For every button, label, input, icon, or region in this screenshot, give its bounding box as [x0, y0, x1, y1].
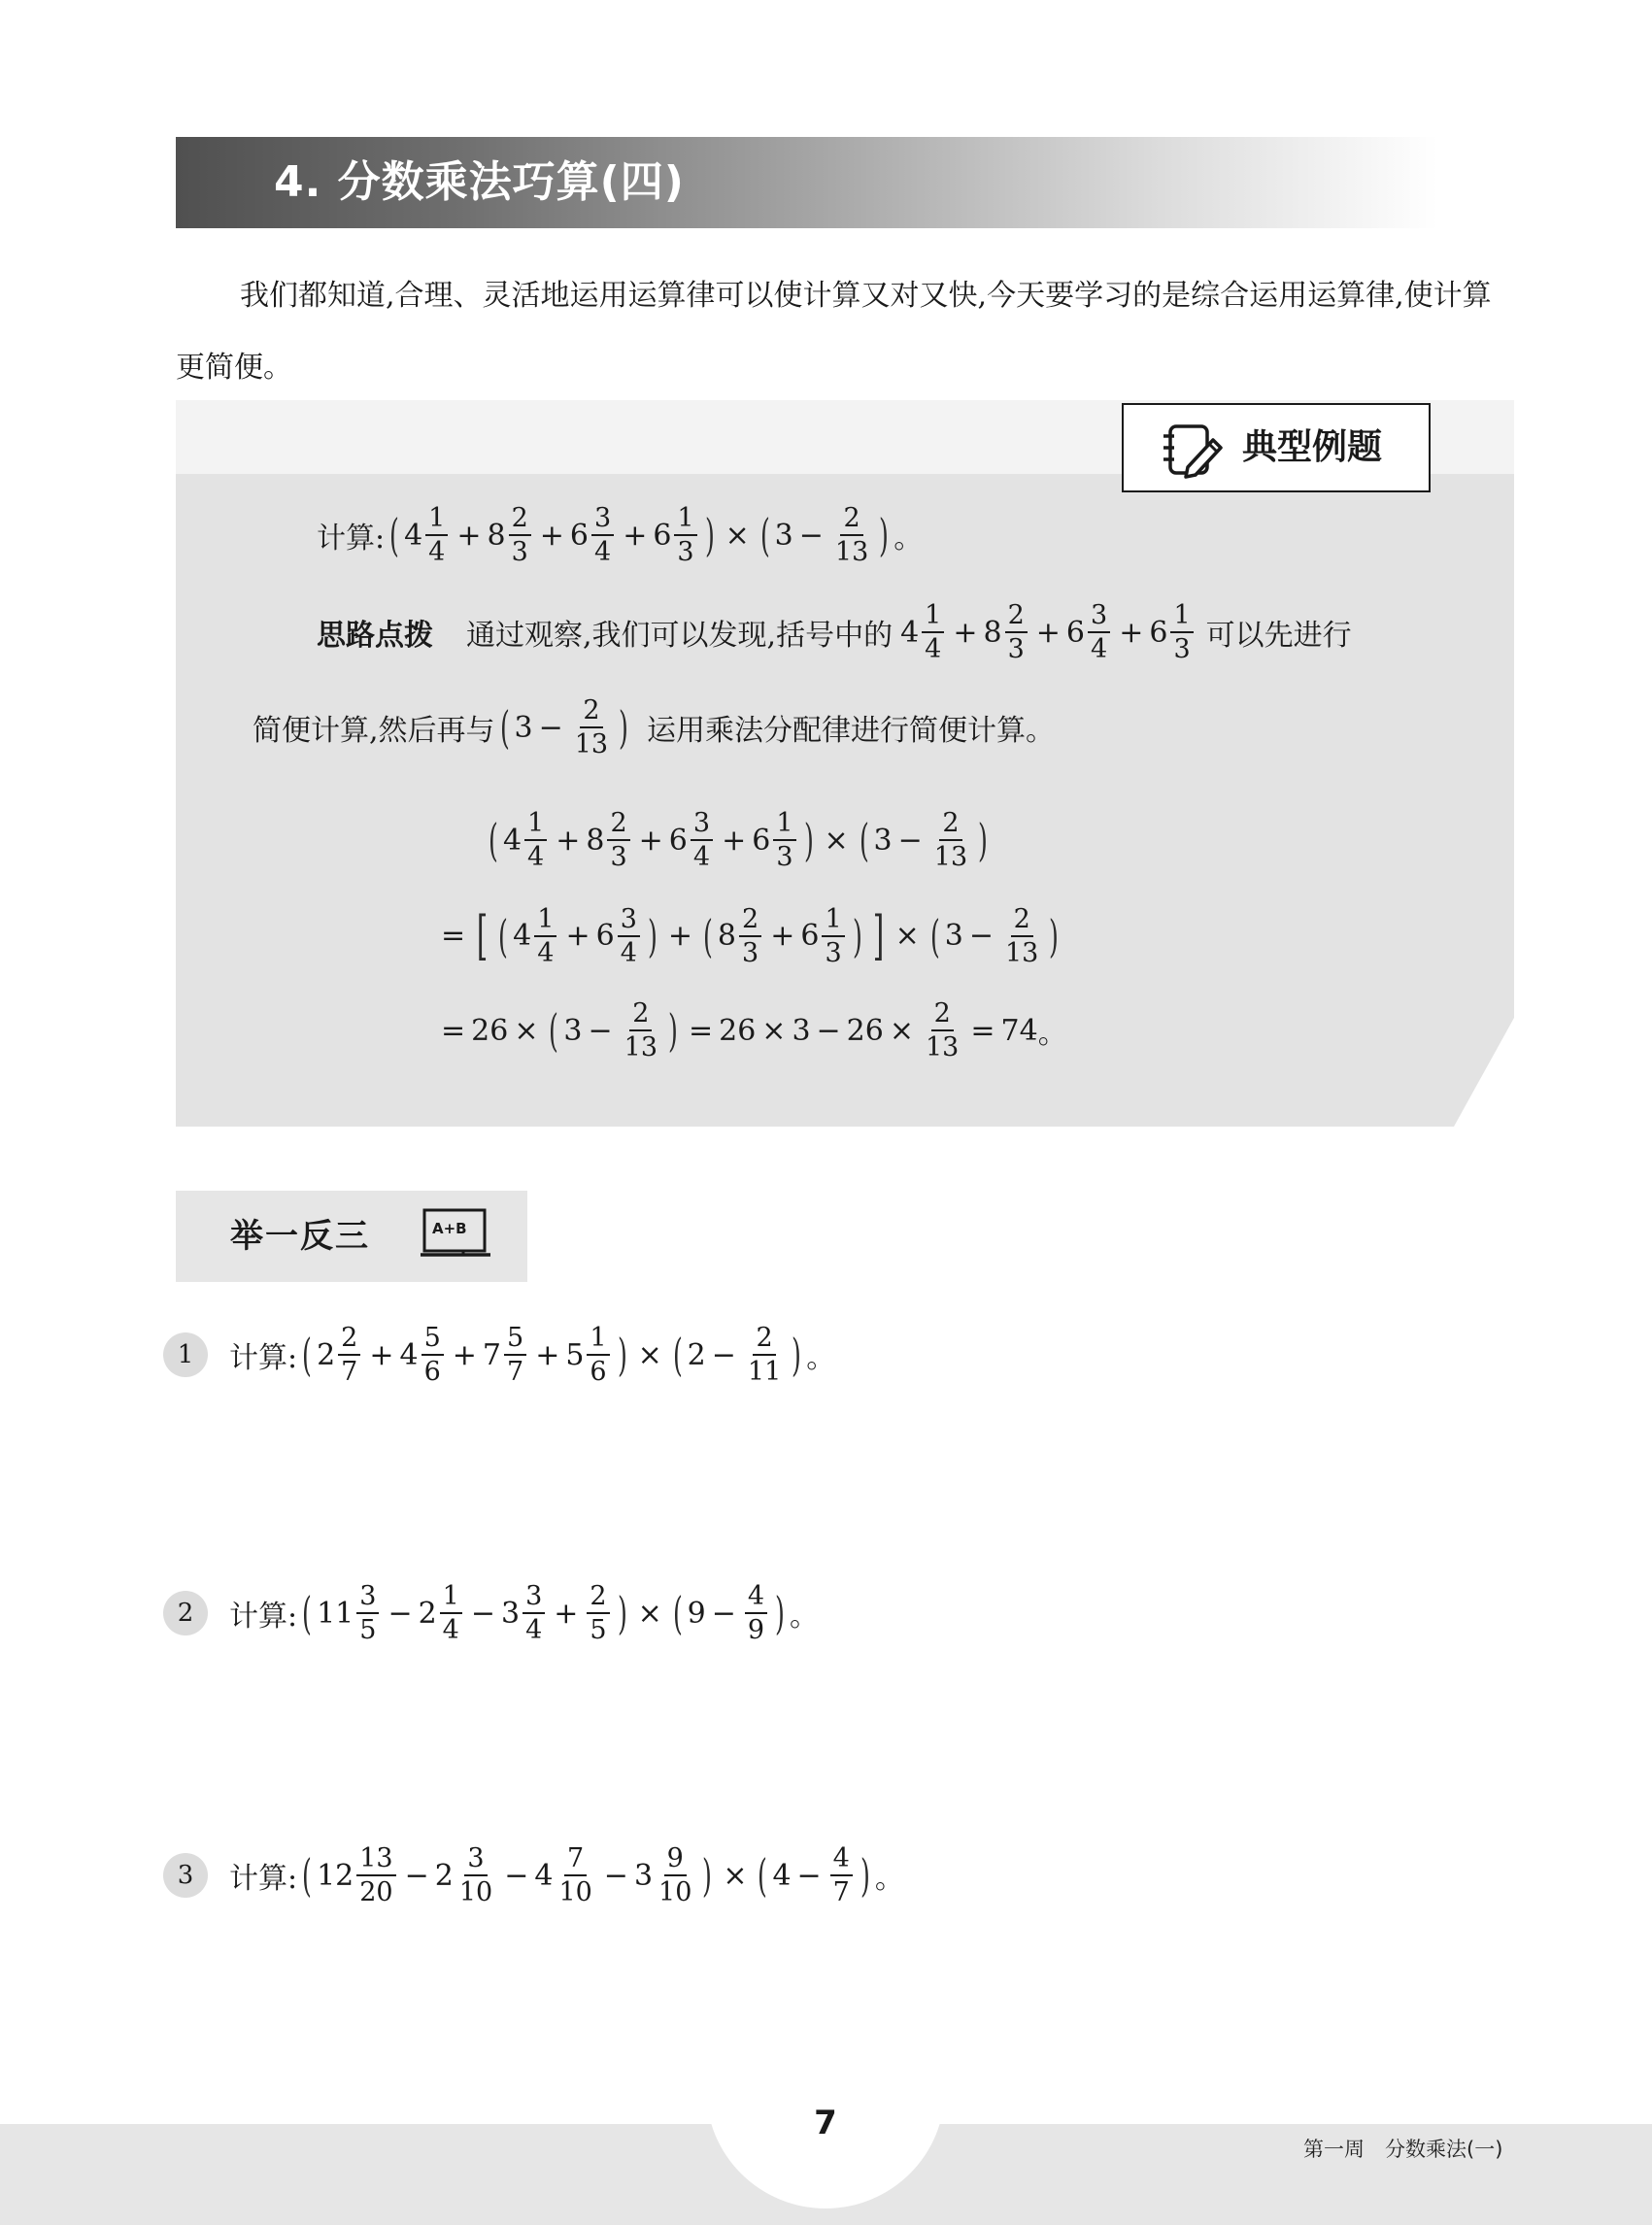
svg-text:A+B: A+B — [432, 1220, 467, 1237]
hint-text-1: 通过观察,我们可以发现,括号中的 — [466, 619, 893, 653]
hint-text-3: 简便计算,然后再与 — [253, 714, 495, 748]
question-number: 3 — [163, 1853, 208, 1898]
calc-label: 计算: — [317, 522, 386, 556]
hint-line-1: 思路点拨 通过观察,我们可以发现,括号中的 4 $\frac{1}{4}$ + 8 $\frac{2}{3}$ + 6 $\frac{3}{4}$ + 6 $\frac{1}{3}$ 可以先进行 — [317, 600, 1352, 664]
example-problem: 计算: ( 4 $\frac{1}{4}$ + 8 $\frac{2}{3}$ + 6 $\frac{3}{4}$ + 6 $\frac{1}{3}$ ) × ( 3 − $\frac{2}{13}$ ) 。 — [317, 503, 924, 567]
footer-section-title: 第一周 分数乘法(一) — [1303, 2138, 1503, 2161]
example-tag-label: 典型例题 — [1242, 427, 1383, 467]
solution-line-3: = 26 × ( 3 − $\frac{2}{13}$ ) = 26 × 3 − 26 × $\frac{2}{13}$ = 74 。 — [441, 998, 1067, 1062]
intro-paragraph: 我们都知道,合理、灵活地运用运算律可以使计算又对又快,今天要学习的是综合运用运算律,使计算更简便。 — [176, 279, 1492, 385]
example-tag — [1122, 403, 1431, 492]
hint-label: 思路点拨 — [317, 619, 433, 653]
notebook-pencil-icon — [1161, 419, 1223, 481]
hint-text-2: 可以先进行 — [1205, 619, 1352, 653]
hint-text-4: 运用乘法分配律进行简便计算。 — [647, 714, 1056, 748]
question-number: 2 — [163, 1591, 208, 1635]
page-number: 7 — [814, 2104, 837, 2142]
hint-line-2: 简便计算,然后再与 ( 3 − $\frac{2}{13}$ ) 运用乘法分配律进行简便计算。 — [253, 695, 1056, 759]
practice-tag — [176, 1191, 527, 1282]
practice-item-2: 2 计算: ( 11 $\frac{3}{5}$ − 2 $\frac{1}{4}$ − 3 $\frac{3}{4}$ + $\frac{2}{5}$ ) × ( 9 − $\frac{4}{9}$ ) 。 — [163, 1583, 819, 1643]
practice-item-1: 1 计算: ( 2 $\frac{2}{7}$ + 4 $\frac{5}{6}$ + 7 $\frac{5}{7}$ + 5 $\frac{1}{6}$ ) × ( 2 − $\frac{2}{11}$ ) 。 — [163, 1325, 835, 1385]
solution-line-2: = [ ( 4 $\frac{1}{4}$ + 6 $\frac{3}{4}$ ) + ( 8 $\frac{2}{3}$ + 6 $\frac{1}{3}$ ) ] × ( 3 − $\frac{2}{13}$ ) — [441, 903, 1060, 968]
final-answer: 74 — [1000, 1013, 1038, 1048]
practice-tag-label: 举一反三 — [230, 1217, 370, 1256]
solution-line-1: ( 4 $\frac{1}{4}$ + 8 $\frac{2}{3}$ + 6 $\frac{3}{4}$ + 6 $\frac{1}{3}$ ) × ( 3 − $\frac{2}{13}$ ) — [489, 808, 989, 872]
blackboard-icon — [419, 1204, 492, 1264]
question-number: 1 — [163, 1332, 208, 1377]
practice-item-3: 3 计算: ( 12 $\frac{13}{20}$ − 2 $\frac{3}{10}$ − 4 $\frac{7}{10}$ − 3 $\frac{9}{10}$ ) × ( 4 − $\frac{4}{7}$ ) 。 — [163, 1845, 904, 1905]
page-title: 4. 分数乘法巧算(四) — [274, 157, 685, 207]
